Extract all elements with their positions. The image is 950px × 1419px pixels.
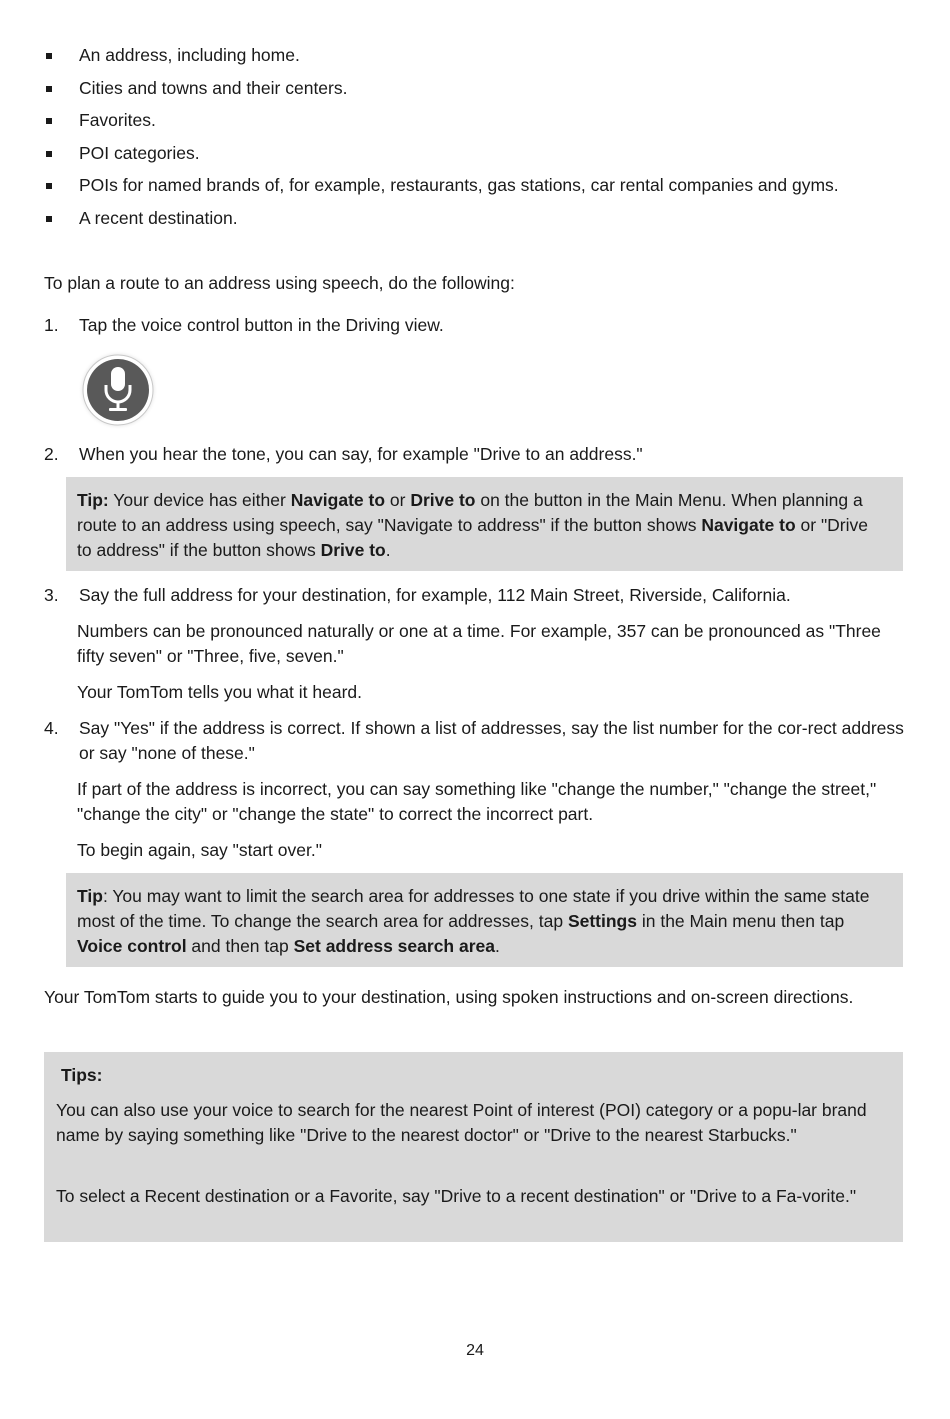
- step-4-paragraph: To begin again, say "start over.": [77, 840, 322, 860]
- list-item: Cities and towns and their centers.: [44, 76, 904, 101]
- bullet-icon: [46, 183, 52, 189]
- tip-box: [66, 873, 903, 967]
- step-3-text: Say the full address for your destination, for example, 112 Main Street, Riverside, California.: [79, 585, 791, 605]
- step-3-paragraph: Numbers can be pronounced naturally or one at a time. For example, 357 can be pronounced as "Three fifty seven" or "Three, five, seven.": [77, 621, 881, 666]
- list-item: POI categories.: [44, 141, 904, 166]
- step-number: 3.: [44, 585, 59, 605]
- list-item: An address, including home.: [44, 43, 904, 68]
- step-number: 2.: [44, 444, 59, 464]
- bullet-icon: [46, 86, 52, 92]
- bullet-icon: [46, 53, 52, 59]
- tips-box: [44, 1052, 903, 1242]
- tip-box: [66, 477, 903, 571]
- guide-text: Your TomTom starts to guide you to your destination, using spoken instructions and on-screen directions.: [44, 987, 854, 1007]
- bullet-icon: [46, 118, 52, 124]
- tips-heading: Tips:: [61, 1065, 103, 1085]
- microphone-icon: [78, 350, 158, 430]
- step-number: 1.: [44, 315, 59, 335]
- tip-text: Tip: You may want to limit the search area for addresses to one state if you drive within the same state most of the time. To change the search area for addresses, tap Settings in the Main menu then tap Voice control and then tap Set address search area.: [77, 886, 870, 956]
- tips-paragraph: You can also use your voice to search for the nearest Point of interest (POI) category or a popu-lar brand name by saying something like "Drive to the nearest doctor" or "Drive to the nearest Starbucks.": [56, 1100, 867, 1145]
- step-4-text: Say "Yes" if the address is correct. If shown a list of addresses, say the list number for the cor-rect address or say "none of these.": [79, 718, 904, 763]
- tip-text: Tip: Your device has either Navigate to or Drive to on the button in the Main Menu. When planning a route to an address using speech, say "Navigate to address" if the button shows Navigate to or "Drive to address" if the button shows Drive to.: [77, 490, 868, 560]
- list-item: Favorites.: [44, 108, 904, 133]
- list-item: POIs for named brands of, for example, restaurants, gas stations, car rental companies and gyms.: [44, 173, 904, 198]
- list-item: A recent destination.: [44, 206, 904, 231]
- tips-paragraph: To select a Recent destination or a Favorite, say "Drive to a recent destination" or "Drive to a Fa-vorite.": [56, 1186, 857, 1206]
- step-number: 4.: [44, 718, 59, 738]
- intro-text: To plan a route to an address using speech, do the following:: [44, 273, 515, 293]
- step-1-text: Tap the voice control button in the Driving view.: [79, 315, 444, 335]
- bullet-icon: [46, 216, 52, 222]
- voice-control-button[interactable]: [78, 350, 158, 430]
- page-number: 24: [466, 1342, 484, 1359]
- step-3-paragraph: Your TomTom tells you what it heard.: [77, 682, 363, 702]
- step-4-paragraph: If part of the address is incorrect, you can say something like "change the number," "change the street," "change the city" or "change the state" to correct the incorrect part.: [77, 779, 877, 824]
- destination-types-list: [44, 43, 904, 239]
- step-2-text: When you hear the tone, you can say, for example "Drive to an address.": [79, 444, 643, 464]
- bullet-icon: [46, 151, 52, 157]
